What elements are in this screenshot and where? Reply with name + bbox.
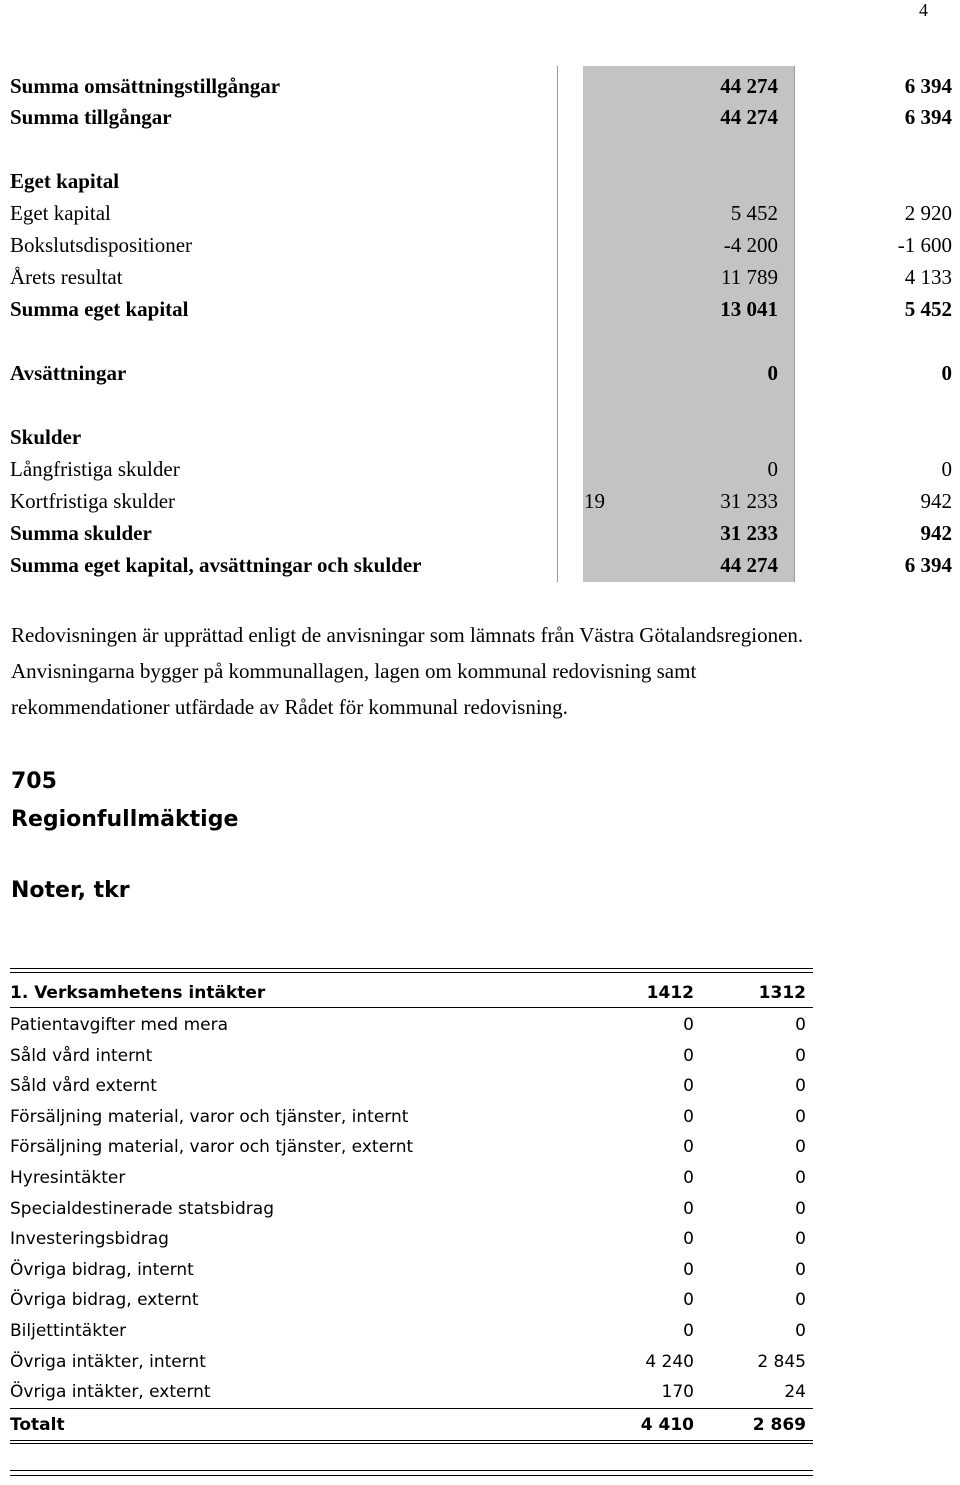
balance-row [10, 293, 960, 325]
value-current-year: 5 452 [730, 201, 778, 225]
notes-row-label: Försäljning material, varor och tjänster, internt [10, 1106, 409, 1127]
notes-row-year1: 0 [683, 1106, 694, 1127]
value-previous-year: 942 [920, 521, 952, 545]
value-previous-year: 6 394 [904, 553, 952, 577]
balance-row [10, 165, 960, 197]
notes-row-label: Såld vård internt [10, 1045, 153, 1066]
notes-row [10, 1102, 813, 1132]
page-number: 4 [919, 0, 928, 20]
bottom-double-rule [10, 1443, 813, 1444]
notes-row-label: Övriga intäkter, internt [10, 1351, 206, 1372]
notes-row-year2: 0 [795, 1106, 806, 1127]
accounting-principles-text [11, 617, 951, 725]
total-year2: 2 869 [752, 1415, 806, 1435]
notes-row-label: Försäljning material, varor och tjänster, externt [10, 1137, 414, 1158]
notes-row-year2: 0 [795, 1198, 806, 1219]
notes-heading: Noter, tkr [11, 878, 130, 903]
paragraph-line: Anvisningarna bygger på kommunallagen, lagen om kommunal redovisning samt [11, 659, 697, 683]
balance-label: Årets resultat [10, 265, 123, 289]
total-year1: 4 410 [640, 1415, 694, 1435]
balance-row [10, 357, 960, 389]
notes-row-year2: 0 [795, 1015, 806, 1035]
notes-row [10, 1316, 813, 1346]
unit-code: 705 [11, 769, 57, 794]
notes-row [10, 1041, 813, 1071]
notes-row [10, 1010, 813, 1040]
balance-row [10, 517, 960, 549]
balance-label: Summa omsättningstillgångar [10, 74, 281, 98]
balance-label: Summa eget kapital [10, 297, 189, 321]
page-bottom-rule [10, 1470, 813, 1471]
value-current-year: 13 041 [720, 297, 778, 321]
value-current-year: 31 233 [720, 521, 778, 545]
notes-row [10, 1377, 813, 1407]
notes-row-year2: 0 [795, 1321, 806, 1341]
notes-row-year2: 0 [795, 1290, 806, 1311]
balance-label: Bokslutsdispositioner [10, 233, 193, 257]
notes-row [10, 1132, 813, 1162]
notes-header-year2: 1312 [758, 983, 806, 1003]
header-rule [10, 1007, 813, 1008]
note-reference: 19 [584, 489, 605, 513]
notes-row-year1: 0 [683, 1198, 694, 1219]
unit-name: Regionfullmäktige [11, 807, 239, 832]
notes-row-year1: 4 240 [645, 1351, 694, 1372]
value-current-year: -4 200 [723, 233, 778, 257]
balance-label: Långfristiga skulder [10, 457, 180, 481]
balance-label: Summa eget kapital, avsättningar och skulder [10, 553, 422, 577]
value-previous-year: 6 394 [904, 74, 952, 98]
notes-row-label: Specialdestinerade statsbidrag [10, 1198, 275, 1219]
balance-row [10, 485, 960, 517]
value-current-year: 11 789 [721, 265, 778, 289]
notes-header-row [10, 978, 813, 1008]
balance-label: Summa skulder [10, 521, 152, 545]
balance-row [10, 101, 960, 133]
notes-row-year1: 0 [683, 1168, 694, 1188]
value-current-year: 44 274 [720, 553, 778, 577]
balance-label: Eget kapital [10, 169, 120, 193]
top-double-rule [10, 972, 813, 973]
notes-table [10, 968, 813, 1444]
value-previous-year: -1 600 [897, 233, 952, 257]
notes-row-year1: 0 [683, 1321, 694, 1341]
notes-row-year1: 0 [683, 1290, 694, 1311]
notes-row-label: Övriga intäkter, externt [10, 1382, 211, 1403]
notes-row-year1: 0 [683, 1137, 694, 1158]
notes-row-year1: 0 [683, 1045, 694, 1066]
notes-row [10, 1347, 813, 1377]
value-previous-year: 6 394 [904, 105, 952, 129]
balance-label: Avsättningar [10, 361, 127, 385]
balance-row [10, 261, 960, 293]
balance-label: Skulder [10, 425, 82, 449]
value-current-year: 44 274 [720, 74, 778, 98]
value-current-year: 44 274 [720, 105, 778, 129]
notes-row-year1: 170 [661, 1382, 694, 1403]
value-previous-year: 0 [941, 361, 952, 385]
notes-row-label: Övriga bidrag, internt [10, 1259, 194, 1280]
notes-row [10, 1255, 813, 1285]
balance-row [10, 549, 960, 581]
value-current-year: 0 [767, 361, 778, 385]
notes-header-label: 1. Verksamhetens intäkter [10, 983, 266, 1003]
notes-row [10, 1071, 813, 1101]
notes-row-label: Investeringsbidrag [10, 1229, 169, 1250]
notes-row-year2: 0 [795, 1137, 806, 1158]
total-rule [10, 1408, 813, 1409]
value-previous-year: 2 920 [904, 201, 952, 225]
notes-row-year1: 0 [683, 1015, 694, 1035]
balance-label: Summa tillgångar [10, 105, 172, 129]
balance-sheet-table [10, 66, 960, 582]
notes-row-year2: 2 845 [757, 1351, 806, 1372]
notes-header-year1: 1412 [646, 983, 694, 1003]
value-previous-year: 942 [920, 489, 952, 513]
notes-row [10, 1285, 813, 1315]
value-previous-year: 4 133 [904, 265, 952, 289]
balance-row [10, 453, 960, 485]
value-previous-year: 5 452 [904, 297, 952, 321]
balance-row [10, 229, 960, 261]
notes-row [10, 1163, 813, 1193]
notes-row-label: Patientavgifter med mera [10, 1015, 229, 1035]
balance-label: Eget kapital [10, 201, 111, 225]
notes-row-label: Såld vård externt [10, 1076, 157, 1097]
value-previous-year: 0 [941, 457, 952, 481]
notes-row-label: Övriga bidrag, externt [10, 1290, 199, 1311]
notes-row-year1: 0 [683, 1259, 694, 1280]
balance-row [10, 70, 960, 102]
notes-row-year2: 0 [795, 1259, 806, 1280]
bottom-double-rule [10, 1440, 813, 1441]
notes-row-label: Biljettintäkter [10, 1321, 127, 1341]
notes-row [10, 1224, 813, 1254]
notes-row [10, 1194, 813, 1224]
balance-row [10, 421, 960, 453]
total-label: Totalt [10, 1415, 65, 1435]
top-double-rule [10, 968, 813, 969]
value-current-year: 31 233 [720, 489, 778, 513]
paragraph-line: rekommendationer utfärdade av Rådet för kommunal redovisning. [11, 695, 568, 719]
notes-total-row [10, 1410, 813, 1440]
value-current-year: 0 [767, 457, 778, 481]
notes-row-year2: 24 [784, 1382, 806, 1403]
notes-row-label: Hyresintäkter [10, 1168, 126, 1188]
balance-label: Kortfristiga skulder [10, 489, 176, 513]
page-bottom-rule [10, 1475, 813, 1476]
notes-row-year2: 0 [795, 1229, 806, 1250]
notes-row-year2: 0 [795, 1168, 806, 1188]
notes-row-year1: 0 [683, 1229, 694, 1250]
notes-row-year2: 0 [795, 1076, 806, 1097]
notes-row-year2: 0 [795, 1045, 806, 1066]
notes-row-year1: 0 [683, 1076, 694, 1097]
balance-row [10, 197, 960, 229]
paragraph-line: Redovisningen är upprättad enligt de anvisningar som lämnats från Västra Götalandsregionen. [11, 623, 804, 647]
